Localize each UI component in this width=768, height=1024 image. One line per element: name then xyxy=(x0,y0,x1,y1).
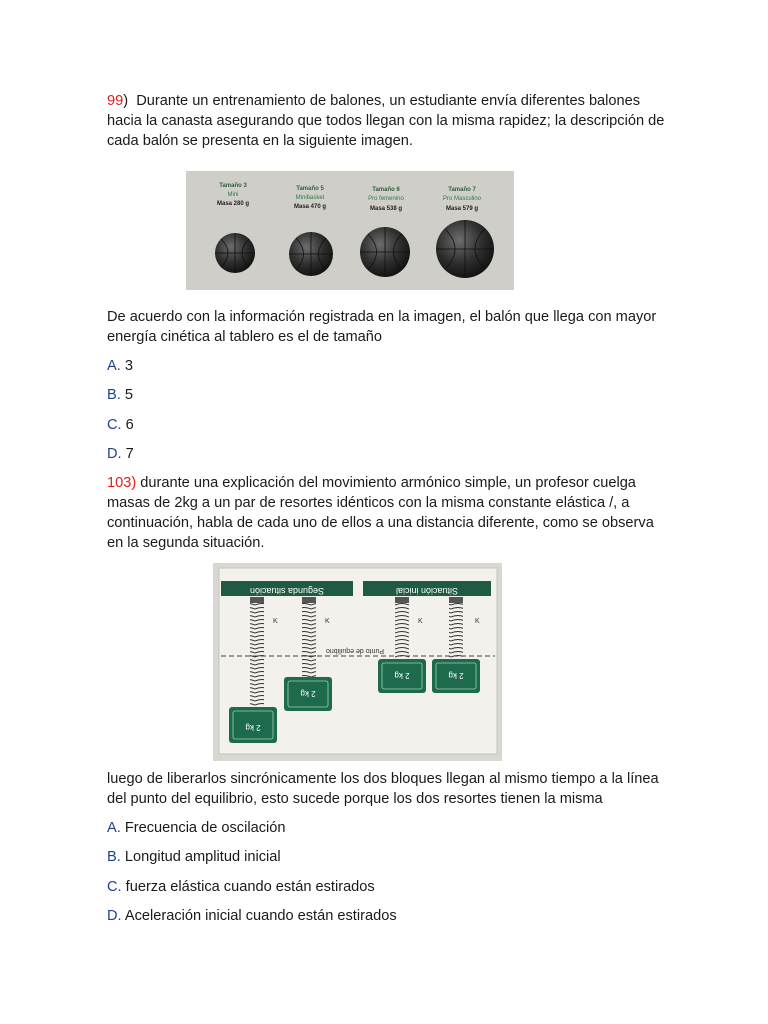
q103-option-a[interactable] xyxy=(107,818,285,838)
ball-1-name: Mini xyxy=(227,192,239,198)
option-text: Frecuencia de oscilación xyxy=(124,820,286,836)
ball-2-size: Tamaño 5 xyxy=(296,186,324,192)
q99-option-b[interactable] xyxy=(107,385,133,405)
basketball-4 xyxy=(436,220,494,278)
block-left xyxy=(229,707,277,743)
spring-left-stretched xyxy=(250,603,264,707)
basketball-2 xyxy=(289,232,333,276)
q99-option-d[interactable] xyxy=(107,444,134,464)
option-text: 5 xyxy=(124,387,133,403)
option-letter: B. xyxy=(107,849,121,865)
initial-situation-label: Situación inicial xyxy=(395,586,459,596)
basketball-3 xyxy=(360,227,410,277)
q103-option-b[interactable] xyxy=(107,847,281,867)
option-letter: C. xyxy=(107,879,122,895)
q103-stem xyxy=(107,473,667,553)
option-text: Longitud amplitud inicial xyxy=(124,849,281,865)
q103-option-d[interactable] xyxy=(107,906,397,926)
block-right-2 xyxy=(432,659,480,693)
block-middle-label: 2 kg xyxy=(300,689,316,698)
option-text: 7 xyxy=(125,446,134,462)
spring-k-label-2: K xyxy=(325,618,330,625)
spring-middle xyxy=(302,603,316,677)
option-text: 6 xyxy=(125,417,134,433)
ball-2-name: Minibasket xyxy=(295,195,325,201)
ball-3-name: Pro femenino xyxy=(368,196,404,202)
option-letter: D. xyxy=(107,446,122,462)
q99-stem-text: Durante un entrenamiento de balones, un estudiante envía diferentes balones hacia la canasta asegurando que todos llegan con la misma rapidez; la descripción de cada balón se presenta en la siguiente imagen. xyxy=(107,93,665,149)
ball-3-size: Tamaño 6 xyxy=(372,187,400,193)
option-letter: C. xyxy=(107,417,122,433)
q103-number: 103) xyxy=(107,475,137,491)
option-letter: B. xyxy=(107,387,121,403)
option-letter: D. xyxy=(107,908,122,924)
spring-k-label-1: K xyxy=(273,618,278,625)
ball-3-mass: Masa 538 g xyxy=(369,206,403,212)
ball-4-name: Pro Masculino xyxy=(442,196,482,202)
ball-1-mass: Masa 280 g xyxy=(216,201,250,207)
spring-right-1 xyxy=(395,603,409,661)
q103-stem-text: durante una explicación del movimiento armónico simple, un profesor cuelga masas de 2kg a un par de resortes idénticos con la misma constante elástica /, a continuación, habla de cada uno de ellos a una distancia diferente, como se observa en la segunda situación. xyxy=(107,475,654,551)
ball-2-mass: Masa 470 g xyxy=(293,204,327,210)
spring-k-label-4: K xyxy=(475,618,480,625)
spring-k-label-3: K xyxy=(418,618,423,625)
q99-option-c[interactable] xyxy=(107,415,134,435)
q103-option-c[interactable] xyxy=(107,877,375,897)
springs-figure xyxy=(213,563,502,761)
equilibrium-label: Punto de equilibrio xyxy=(326,647,384,654)
block-left-label: 2 kg xyxy=(245,723,261,732)
block-middle xyxy=(284,677,332,711)
ball-4-mass: Masa 579 g xyxy=(445,206,479,212)
second-situation-label: Segunda situación xyxy=(249,586,325,596)
spring-right-2 xyxy=(449,603,463,661)
option-text: fuerza elástica cuando están estirados xyxy=(125,879,375,895)
option-text: Aceleración inicial cuando están estirados xyxy=(124,908,397,924)
ball-1-size: Tamaño 3 xyxy=(219,183,247,189)
q103-question: luego de liberarlos sincrónicamente los dos bloques llegan al mismo tiempo a la línea del punto del equilibrio, esto sucede porque los dos resortes tienen la misma xyxy=(107,771,659,807)
block-right-2-label: 2 kg xyxy=(448,671,464,680)
q99-number: 99 xyxy=(107,93,124,109)
option-letter: A. xyxy=(107,358,121,374)
q99-question: De acuerdo con la información registrada en la imagen, el balón que llega con mayor energía cinética al tablero es el de tamaño xyxy=(107,309,657,345)
ball-4-size: Tamaño 7 xyxy=(448,187,476,193)
block-right-1-label: 2 kg xyxy=(394,671,410,680)
basketball-1 xyxy=(215,233,255,273)
q99-option-a[interactable] xyxy=(107,356,133,376)
option-text: 3 xyxy=(124,358,133,374)
q99-stem: 99) Durante un entrenamiento de balones, un estudiante envía diferentes balones hacia la canasta asegurando que todos llegan con la misma rapidez; la descripción de cada balón se presenta en la siguiente imagen. xyxy=(107,93,665,149)
option-letter: A. xyxy=(107,820,121,836)
basketball-sizes-figure xyxy=(186,171,514,290)
block-right-1 xyxy=(378,659,426,693)
